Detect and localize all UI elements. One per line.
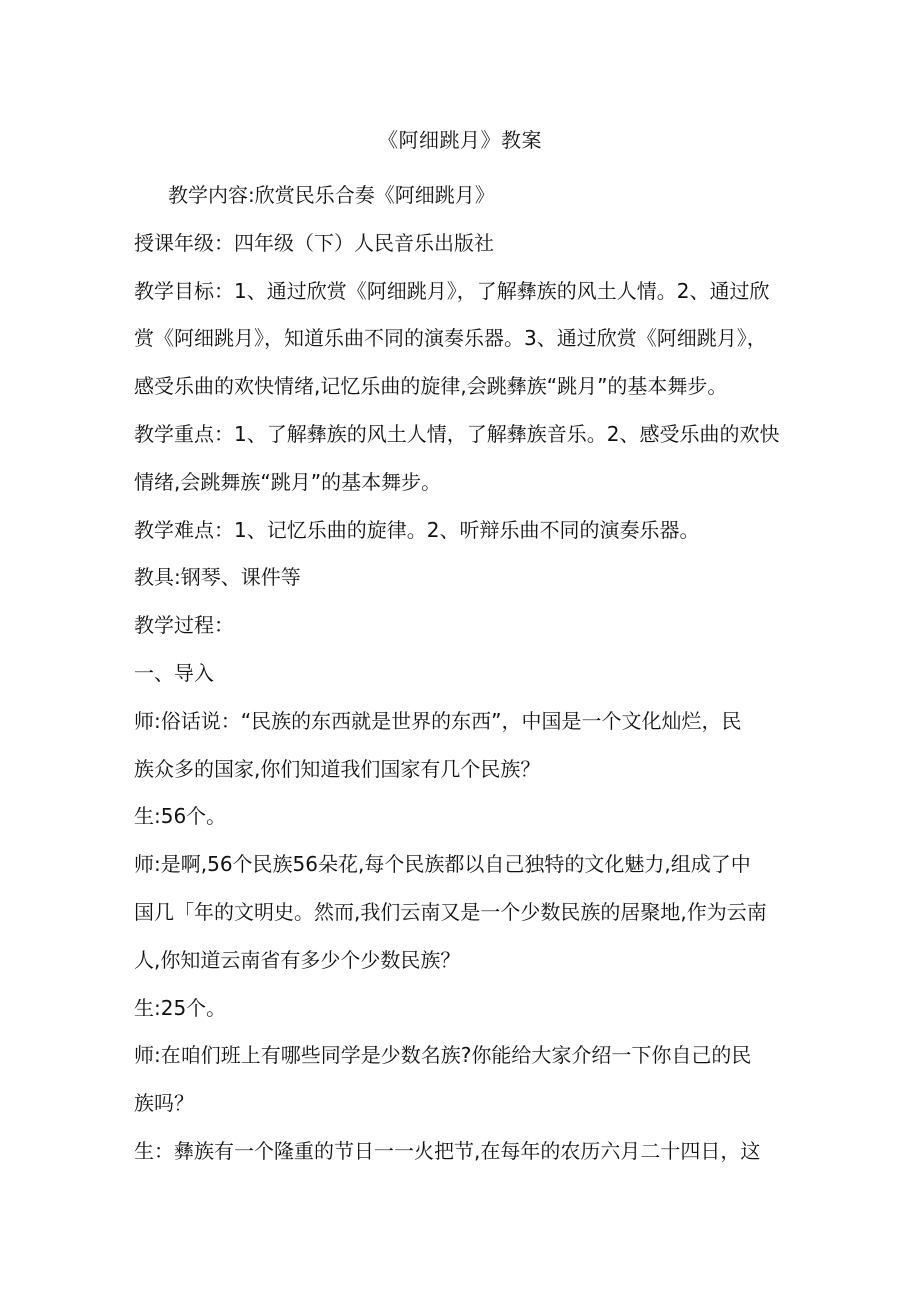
document-body bbox=[134, 172, 782, 1176]
paragraph-line: 教学过程： bbox=[134, 613, 234, 638]
paragraph-line: 族吗？ bbox=[134, 1091, 194, 1116]
paragraph-line: 生:25个。 bbox=[134, 995, 227, 1020]
paragraph-line: 教学重点：1、了解彝族的风土人情，了解彝族音乐。2、感受乐曲的欢快 bbox=[134, 421, 780, 446]
paragraph-line: 感受乐曲的欢快情绪,记忆乐曲的旋律,会跳彝族“跳月”的基本舞步。 bbox=[134, 374, 728, 399]
paragraph-line: 国几「年的文明史。然而,我们云南又是一个少数民族的居聚地,作为云南 bbox=[134, 899, 767, 924]
paragraph-line: 教学目标：1、通过欣赏《阿细跳月》，了解彝族的风土人情。2、通过欣 bbox=[134, 278, 770, 303]
document-title: 《阿细跳月》教案 bbox=[378, 128, 542, 152]
paragraph-line: 教具:钢琴、课件等 bbox=[134, 565, 301, 590]
paragraph-line: 人,你知道云南省有多少个少数民族？ bbox=[134, 947, 461, 972]
paragraph-line: 授课年级：四年级（下）人民音乐出版社 bbox=[134, 230, 494, 255]
paragraph-line: 生：彝族有一个隆重的节日一一火把节,在每年的农历六月二十四日，这 bbox=[134, 1138, 761, 1163]
paragraph-line: 族众多的国家,你们知道我们国家有几个民族？ bbox=[134, 756, 541, 781]
paragraph-line: 情绪,会跳舞族“跳月”的基本舞步。 bbox=[134, 469, 442, 494]
paragraph-line: 师:是啊,56个民族56朵花,每个民族都以自己独特的文化魅力,组成了中 bbox=[134, 852, 751, 877]
paragraph-line: 生:56个。 bbox=[134, 804, 227, 829]
paragraph-line: 教学难点：1、记忆乐曲的旋律。2、听辩乐曲不同的演奏乐器。 bbox=[134, 517, 700, 542]
paragraph-line: 赏《阿细跳月》，知道乐曲不同的演奏乐器。3、通过欣赏《阿细跳月》， bbox=[134, 326, 767, 351]
paragraph-line: 师:俗话说：“民族的东西就是世界的东西”，中国是一个文化灿烂，民 bbox=[134, 708, 742, 733]
paragraph-line: 一、导入 bbox=[134, 660, 214, 685]
paragraph-line: 师:在咱们班上有哪些同学是少数名族?你能给大家介绍一下你自己的民 bbox=[134, 1043, 752, 1068]
paragraph-line: 教学内容:欣赏民乐合奏《阿细跳月》 bbox=[168, 183, 495, 207]
